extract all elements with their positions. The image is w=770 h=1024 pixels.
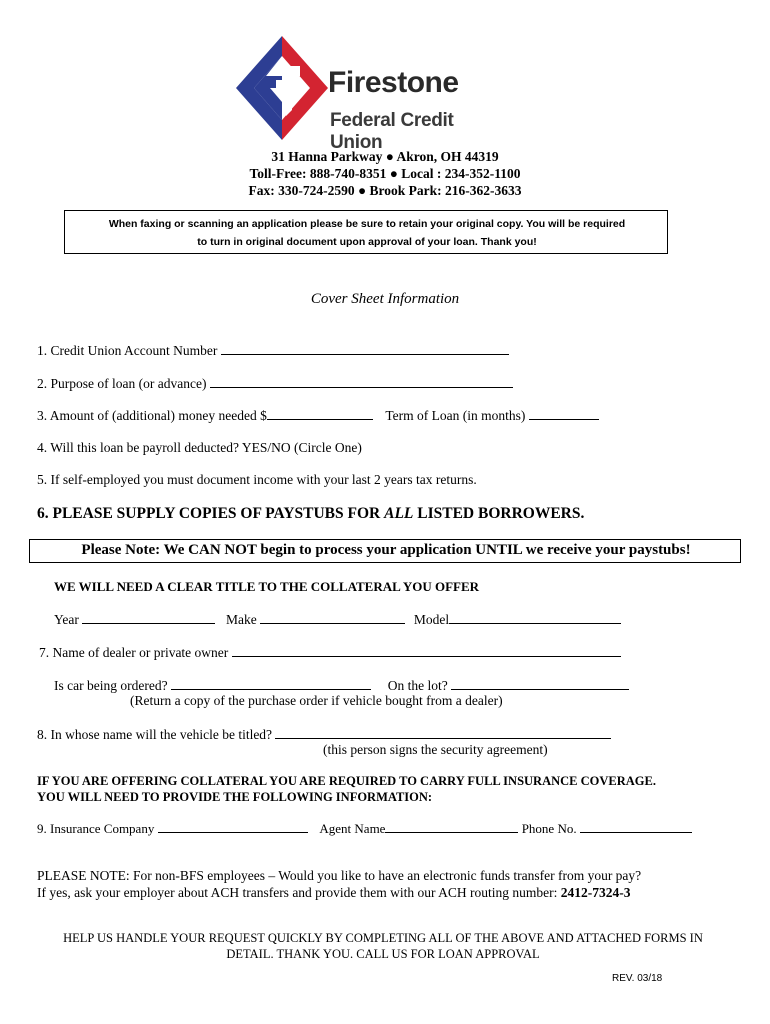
loan-term-field[interactable] [529, 407, 599, 420]
insurance-row [37, 820, 692, 837]
loan-purpose-row [37, 375, 513, 392]
account-number-label: 1. Credit Union Account Number [37, 343, 218, 358]
fax-notice-line-1: When faxing or scanning an application please be sure to retain your original copy. You will be required [108, 218, 626, 230]
on-lot-label: On the lot? [387, 678, 448, 693]
paystubs-heading-emphasis: ALL [384, 505, 414, 522]
year-label: Year [54, 612, 79, 627]
loan-amount-field[interactable] [267, 407, 373, 420]
phone-field[interactable] [580, 820, 692, 833]
on-lot-field[interactable] [451, 677, 629, 690]
ordered-field[interactable] [171, 677, 371, 690]
cover-sheet-title: Cover Sheet Information [310, 291, 460, 307]
vehicle-row [54, 611, 621, 628]
dealer-field[interactable] [232, 644, 621, 657]
paystubs-heading [37, 505, 584, 523]
brand-subtitle: Federal Credit Union [330, 110, 454, 153]
security-agreement-note: (this person signs the security agreement) [323, 742, 548, 757]
fax-notice-line-2: to turn in original document upon approval of your loan. Thank you! [197, 236, 537, 248]
paystubs-heading-pre: 6. PLEASE SUPPLY COPIES OF PAYSTUBS FOR [37, 505, 385, 522]
fax-notice-text [65, 215, 669, 251]
paystubs-note-text: Please Note: We CAN NOT begin to process your application UNTIL we receive your paystubs! [81, 542, 691, 558]
purchase-order-note: (Return a copy of the purchase order if vehicle bought from a dealer) [130, 693, 503, 708]
firestone-diamond-icon [236, 36, 328, 140]
agent-name-label: Agent Name [319, 821, 386, 836]
paystubs-heading-post: LISTED BORROWERS. [413, 505, 585, 522]
dealer-label: 7. Name of dealer or private owner [39, 645, 229, 660]
fax-notice-box [64, 210, 668, 254]
titled-label: 8. In whose name will the vehicle be titled? [37, 727, 273, 742]
address-line-3: Fax: 330-724-2590 ● Brook Park: 216-362-3633 [248, 183, 522, 198]
address-line-1: 31 Hanna Parkway ● Akron, OH 44319 [271, 149, 499, 164]
make-label: Make [226, 612, 257, 627]
collateral-heading: WE WILL NEED A CLEAR TITLE TO THE COLLATERAL YOU OFFER [54, 579, 480, 594]
footer-line-1: HELP US HANDLE YOUR REQUEST QUICKLY BY COMPLETING ALL OF THE ABOVE AND ATTACHED FORMS IN [63, 931, 703, 945]
loan-term-label: Term of Loan (in months) [385, 408, 526, 423]
brand-name: Firestone [328, 66, 459, 99]
insurance-company-label: 9. Insurance Company [37, 821, 155, 836]
footer-line-2: DETAIL. THANK YOU. CALL US FOR LOAN APPROVAL [226, 947, 540, 961]
loan-purpose-label: 2. Purpose of loan (or advance) [37, 376, 207, 391]
account-number-field[interactable] [221, 342, 509, 355]
titled-row [37, 726, 611, 743]
paystubs-note-box [29, 539, 741, 563]
payroll-deduct-label: 4. Will this loan be payroll deducted? YES/NO (Circle One) [37, 440, 362, 455]
account-number-row [37, 342, 509, 359]
ordered-label: Is car being ordered? [54, 678, 168, 693]
model-label: Model [413, 612, 450, 627]
self-employed-label: 5. If self-employed you must document income with your last 2 years tax returns. [37, 472, 477, 487]
ach-routing-number: 2412-7324-3 [560, 885, 631, 900]
agent-name-field[interactable] [385, 820, 518, 833]
address-line-2: Toll-Free: 888-740-8351 ● Local : 234-352-1100 [249, 166, 521, 181]
make-field[interactable] [260, 611, 405, 624]
model-field[interactable] [449, 611, 621, 624]
loan-amount-row [37, 407, 599, 424]
revision-label: REV. 03/18 [612, 973, 663, 984]
insurance-company-field[interactable] [158, 820, 308, 833]
ach-line-1: PLEASE NOTE: For non-BFS employees – Would you like to have an electronic funds transfer from your pay? [37, 868, 642, 883]
insurance-heading-1: IF YOU ARE OFFERING COLLATERAL YOU ARE REQUIRED TO CARRY FULL INSURANCE COVERAGE. [37, 774, 656, 788]
titled-field[interactable] [275, 726, 611, 739]
ordered-row [54, 677, 629, 694]
insurance-heading-2: YOU WILL NEED TO PROVIDE THE FOLLOWING INFORMATION: [37, 790, 433, 804]
year-field[interactable] [82, 611, 215, 624]
ach-line-2-text: If yes, ask your employer about ACH transfers and provide them with our ACH routing number: [37, 885, 561, 900]
firestone-logo [236, 36, 506, 153]
loan-purpose-field[interactable] [210, 375, 513, 388]
dealer-row [39, 644, 621, 661]
ach-line-2 [37, 885, 631, 901]
loan-amount-label: 3. Amount of (additional) money needed $ [37, 408, 267, 423]
phone-label: Phone No. [521, 821, 577, 836]
